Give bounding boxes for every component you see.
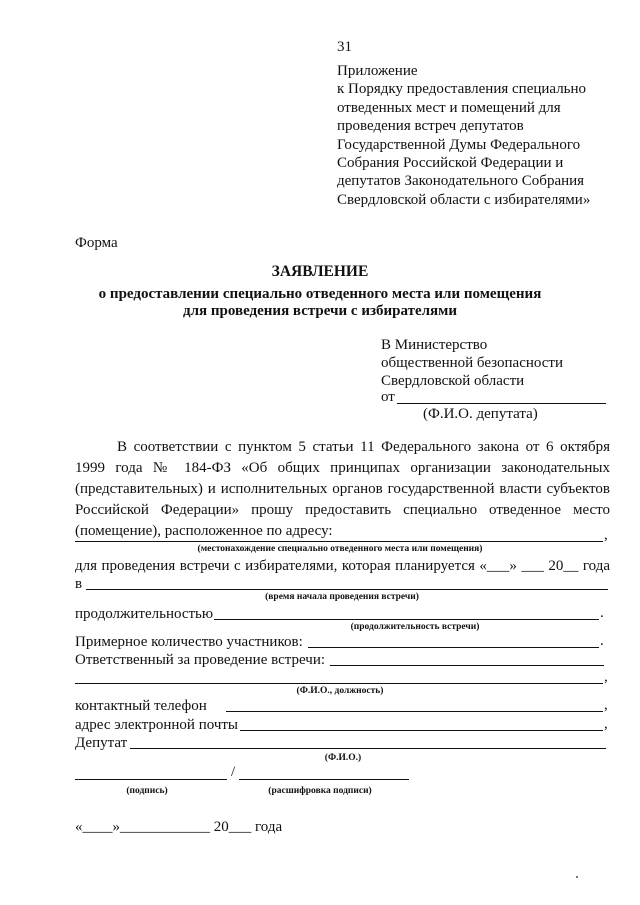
deputy-label: Депутат	[75, 735, 128, 751]
body-line: Российской Федерации» прошу предоставить специально отведенное место	[75, 502, 610, 518]
signature-transcript-field[interactable]	[239, 779, 409, 780]
form-label: Форма	[75, 235, 118, 251]
responsible-caption: (Ф.И.О., должность)	[296, 686, 384, 696]
location-field[interactable]	[75, 541, 603, 542]
title-line-1: о предоставлении специально отведенного места или помещения	[98, 286, 542, 302]
date-line: «____»____________ 20___ года	[75, 819, 283, 835]
start-time-field[interactable]	[86, 589, 608, 590]
signature-field[interactable]	[75, 779, 227, 780]
appendix-line: Приложение	[337, 63, 418, 79]
signature-caption: (подпись)	[126, 786, 168, 796]
from-label: от	[381, 389, 395, 405]
responsible-field[interactable]	[330, 665, 604, 666]
slash: /	[231, 764, 236, 780]
addressee-line-1: В Министерство	[381, 337, 488, 353]
appendix-line: депутатов Законодательного Собрания	[337, 173, 585, 190]
period: .	[600, 633, 604, 649]
addressee-line-2: общественной безопасности	[381, 355, 564, 371]
participants-field[interactable]	[308, 647, 599, 648]
body-paragraph	[75, 437, 610, 542]
body-line: (помещение), расположенное по адресу:	[75, 523, 333, 539]
title-line-2: для проведения встречи с избирателями	[183, 303, 457, 319]
meeting-line	[75, 556, 610, 577]
location-caption: (местонахождение специально отведенного места или помещения)	[197, 544, 483, 554]
email-label: адрес электронной почты	[75, 717, 239, 733]
comma: ,	[604, 697, 608, 713]
duration-caption: (продолжительность встречи)	[350, 622, 480, 632]
document-title: ЗАЯВЛЕНИЕ	[271, 263, 369, 280]
duration-label: продолжительностью	[75, 606, 214, 622]
from-caption: (Ф.И.О. депутата)	[423, 406, 538, 422]
appendix-block	[337, 62, 590, 209]
appendix-line: отведенных мест и помещений для	[337, 99, 561, 116]
deputy-name-field[interactable]	[397, 403, 606, 404]
appendix-line: к Порядку предоставления специально	[337, 81, 587, 98]
appendix-line: Свердловской области с избирателями»	[337, 191, 591, 208]
responsible-field-continued[interactable]	[75, 683, 603, 684]
comma: ,	[604, 527, 608, 543]
start-time-caption: (время начала проведения встречи)	[265, 592, 419, 602]
appendix-line: Государственной Думы Федерального	[337, 136, 581, 153]
meeting-text: для проведения встречи с избирателями, которая планируется «___» ___ 20__ года	[75, 558, 610, 574]
participants-label: Примерное количество участников:	[75, 634, 303, 650]
appendix-line: Собрания Российской Федерации и	[337, 155, 564, 172]
page-number: 31	[337, 39, 352, 55]
period: .	[600, 605, 604, 621]
appendix-line: проведения встреч депутатов	[337, 118, 524, 135]
comma: ,	[604, 716, 608, 732]
body-line: В соответствии с пунктом 5 статьи 11 Федерального закона от 6 октября	[117, 439, 610, 455]
deputy-field[interactable]	[130, 748, 606, 749]
transcript-caption: (расшифровка подписи)	[268, 786, 372, 796]
addressee-line-3: Свердловской области	[381, 373, 525, 389]
comma: ,	[604, 669, 608, 685]
duration-field[interactable]	[214, 619, 599, 620]
scan-speck	[576, 876, 578, 878]
deputy-caption: (Ф.И.О.)	[324, 753, 362, 763]
phone-label: контактный телефон	[75, 698, 207, 714]
phone-field[interactable]	[226, 711, 603, 712]
in-prefix: в	[75, 576, 83, 592]
body-line: 1999 года № 184-ФЗ «Об общих принципах организации законодательных	[75, 460, 610, 476]
body-line: (представительных) и исполнительных органов государственной власти субъектов	[75, 481, 610, 497]
responsible-label: Ответственный за проведение встречи:	[75, 652, 326, 668]
email-field[interactable]	[240, 730, 603, 731]
